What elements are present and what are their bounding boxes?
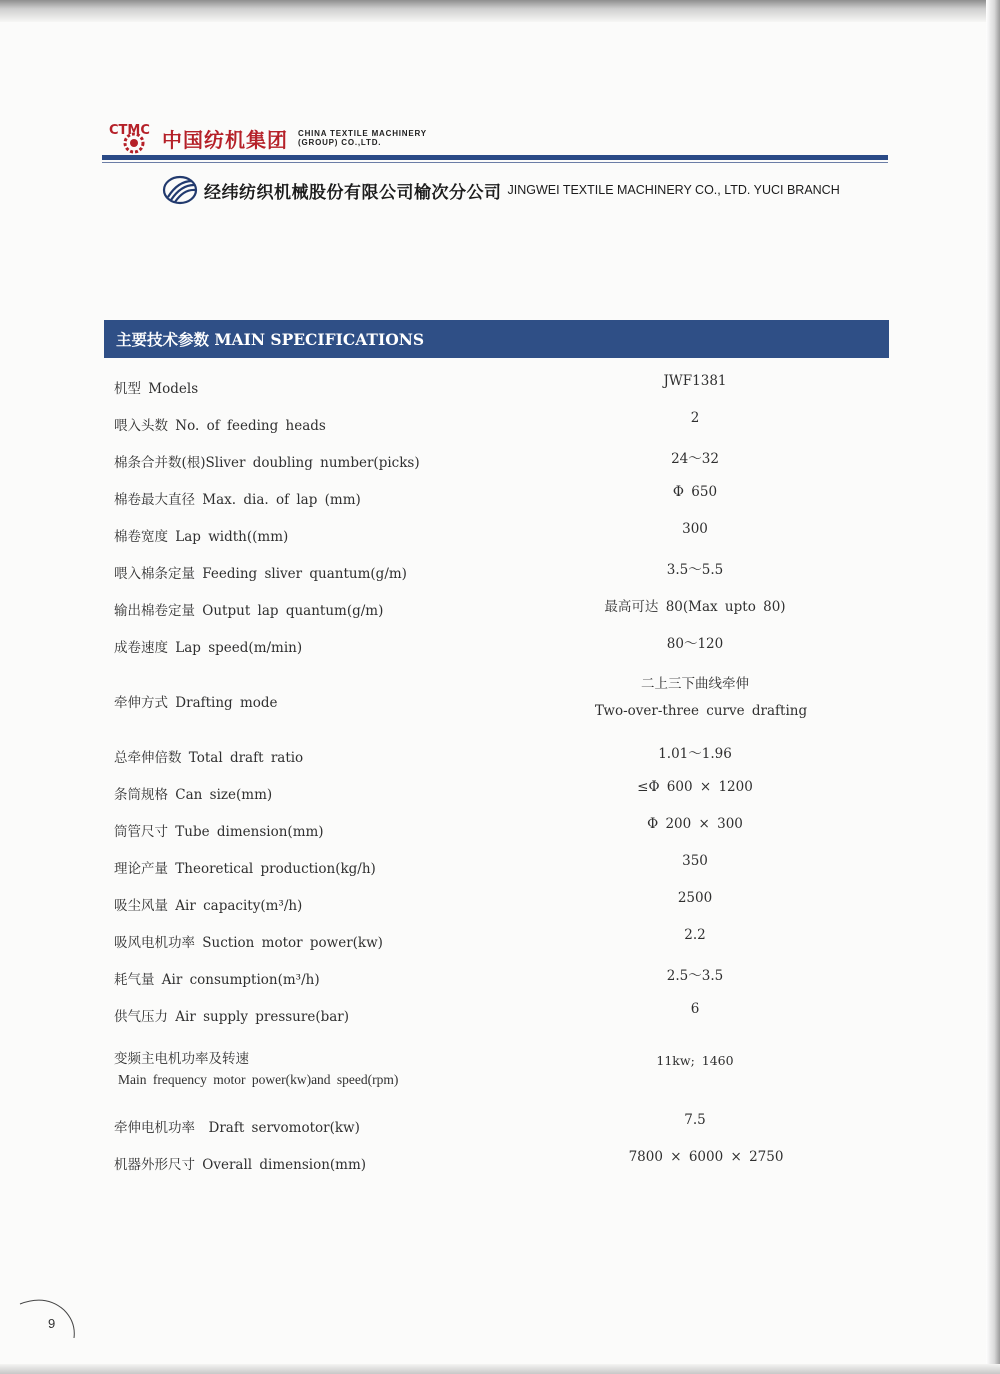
spec-value: 80～120 — [666, 636, 724, 652]
spec-value: 11kw; 1460 — [656, 1053, 734, 1068]
ctmc-english-name — [298, 129, 427, 147]
spec-label: 耗气量 Air consumption(m³/h) — [114, 972, 320, 988]
header-divider-thin — [102, 162, 888, 163]
spec-value: 6 — [690, 1001, 700, 1017]
spec-label: 机器外形尺寸 Overall dimension(mm) — [114, 1157, 367, 1173]
page-number: 9 — [48, 1316, 56, 1331]
spec-value-english: Two-over-three curve drafting — [594, 703, 808, 719]
spec-label-english: Main frequency motor power(kw)and speed(rpm) — [118, 1072, 399, 1087]
jingwei-logo-icon — [162, 175, 198, 205]
spec-value: 2.2 — [684, 927, 706, 943]
spec-value: 3.5～5.5 — [666, 562, 724, 578]
company-header — [162, 172, 840, 208]
scan-top-edge — [0, 0, 1000, 22]
spec-value: 2500 — [677, 890, 713, 906]
scan-right-edge — [986, 0, 1000, 1374]
spec-label: 棉卷宽度 Lap width((mm) — [114, 529, 289, 545]
spec-value: 最高可达 80(Max upto 80) — [604, 599, 786, 615]
spec-label: 机型 Models — [114, 381, 199, 397]
spec-label: 理论产量 Theoretical production(kg/h) — [114, 861, 376, 877]
company-english-name: JINGWEI TEXTILE MACHINERY CO., LTD. YUCI BRANCH — [507, 183, 840, 197]
ctmc-logo-text: CTMC — [109, 123, 150, 138]
ctmc-english-line-2: (GROUP) CO.,LTD. — [298, 138, 382, 147]
spec-label: 供气压力 Air supply pressure(bar) — [114, 1009, 349, 1025]
spec-value: 2 — [690, 410, 700, 426]
spec-value: 350 — [682, 853, 708, 869]
spec-label: 吸风电机功率 Suction motor power(kw) — [114, 935, 383, 951]
ctmc-header — [108, 118, 427, 158]
spec-label: 输出棉卷定量 Output lap quantum(g/m) — [114, 603, 384, 619]
spec-label: 变频主电机功率及转速 — [114, 1051, 249, 1067]
spec-label: 总牵伸倍数 Total draft ratio — [114, 750, 304, 766]
spec-value: ≤Φ 600 × 1200 — [637, 779, 753, 795]
spec-label: 牵伸电机功率 Draft servomotor(kw) — [114, 1120, 360, 1136]
spec-label: 成卷速度 Lap speed(m/min) — [114, 640, 303, 656]
spec-label: 喂入头数 No. of feeding heads — [114, 418, 326, 434]
spec-value: JWF1381 — [663, 373, 727, 389]
company-chinese-name: 经纬纺织机械股份有限公司榆次分公司 — [204, 182, 502, 203]
spec-value: 2.5～3.5 — [666, 968, 724, 984]
ctmc-logo-icon — [108, 121, 160, 155]
header-divider — [102, 155, 888, 160]
spec-value: 24～32 — [671, 451, 719, 467]
spec-label: 喂入棉条定量 Feeding sliver quantum(g/m) — [114, 566, 407, 582]
specs-title: 主要技术参数 MAIN SPECIFICATIONS — [104, 320, 889, 358]
spec-value: 300 — [682, 521, 708, 537]
ctmc-english-line-1: CHINA TEXTILE MACHINERY — [298, 129, 427, 138]
spec-label: 棉条合并数(根)Sliver doubling number(picks) — [114, 455, 420, 471]
spec-label: 筒管尺寸 Tube dimension(mm) — [114, 824, 324, 840]
spec-value: 1.01～1.96 — [658, 746, 732, 762]
spec-label: 吸尘风量 Air capacity(m³/h) — [114, 898, 303, 914]
spec-value: 二上三下曲线牵伸 — [641, 676, 749, 692]
spec-value: 7.5 — [684, 1112, 706, 1128]
spec-label: 棉卷最大直径 Max. dia. of lap (mm) — [114, 492, 361, 508]
spec-label: 条筒规格 Can size(mm) — [114, 787, 273, 803]
ctmc-chinese-name: 中国纺机集团 — [162, 127, 288, 152]
spec-value: 7800 × 6000 × 2750 — [628, 1149, 784, 1165]
spec-label: 牵伸方式 Drafting mode — [114, 695, 278, 711]
spec-value: Φ 200 × 300 — [647, 816, 743, 832]
spec-value: Φ 650 — [672, 484, 718, 500]
scan-bottom-edge — [0, 1364, 1000, 1374]
